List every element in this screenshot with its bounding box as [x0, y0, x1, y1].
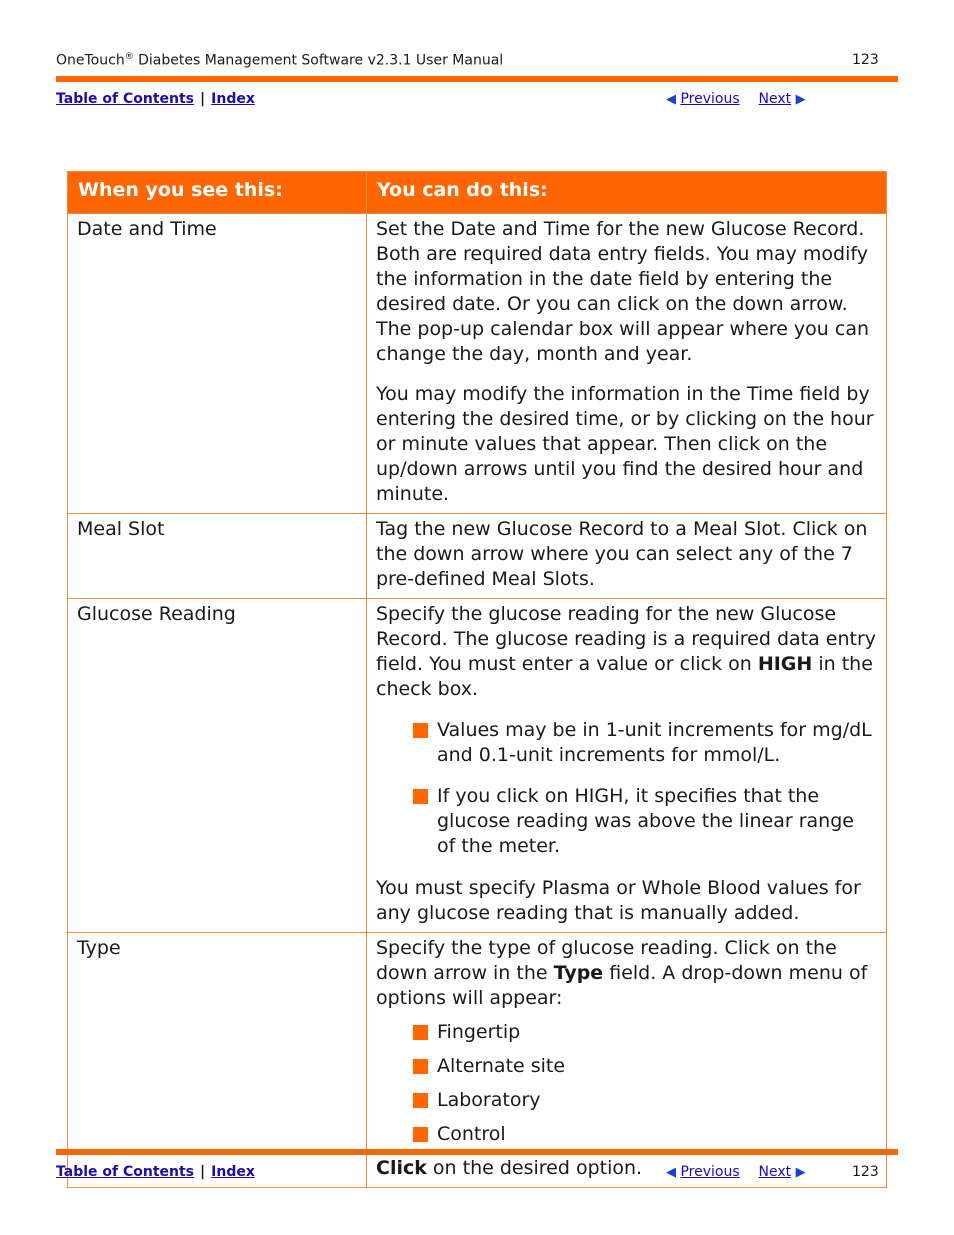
column-header: When you see this: — [68, 172, 367, 214]
row-label: Glucose Reading — [68, 599, 367, 933]
list-item: Values may be in 1-unit increments for mg/dL and 0.1-unit increments for mmol/L. — [413, 718, 876, 768]
row-label: Meal Slot — [68, 514, 367, 599]
table-header-row — [68, 172, 887, 214]
list-item: Laboratory — [413, 1088, 876, 1113]
bottom-page-nav — [666, 1164, 806, 1180]
document-title: OneTouch® Diabetes Management Software v2.3.1 User Manual — [56, 52, 504, 69]
next-link[interactable]: Next — [758, 1164, 792, 1180]
footer-rule — [56, 1149, 898, 1155]
previous-arrow-icon[interactable]: ◀ — [666, 1165, 676, 1180]
previous-link[interactable]: Previous — [680, 91, 740, 107]
bullet-square-icon — [413, 1059, 428, 1074]
next-arrow-icon[interactable]: ▶ — [795, 1165, 806, 1180]
list-item: Fingertip — [413, 1020, 876, 1045]
bullet-square-icon — [413, 1127, 428, 1142]
row-label: Type — [68, 933, 367, 1188]
row-description: Set the Date and Time for the new Glucose Record. Both are required data entry fields. You may modify the information in the date field by entering the desired date. Or you can click on the down arrow. The pop-up calendar box will appear where you can change the day, month and year. You may modify the information in the Time field by entering the desired time, or by clicking on the hour or minute values that appear. Then click on the up/down arrows until you find the desired hour and minute. — [367, 214, 887, 514]
top-nav-links: Table of Contents | Index — [56, 91, 255, 107]
list-item: Alternate site — [413, 1054, 876, 1079]
column-header: You can do this: — [367, 172, 887, 214]
row-description: Tag the new Glucose Record to a Meal Slot. Click on the down arrow where you can select any of the 7 pre-defined Meal Slots. — [367, 514, 887, 599]
options-list — [376, 1020, 876, 1147]
previous-link[interactable]: Previous — [680, 1164, 740, 1180]
reference-table — [67, 171, 887, 1188]
row-description: Specify the type of glucose reading. Click on the down arrow in the Type field. A drop-down menu of options will appear: Fingertip Alternate site Laboratory Control Click on the desired option. — [367, 933, 887, 1188]
bullet-square-icon — [413, 1025, 428, 1040]
list-item: If you click on HIGH, it specifies that the glucose reading was above the linear range of the meter. — [413, 784, 876, 859]
list-item: Control — [413, 1122, 876, 1147]
bullet-square-icon — [413, 789, 428, 804]
table-row — [68, 214, 887, 514]
next-arrow-icon[interactable]: ▶ — [795, 92, 806, 107]
toc-link[interactable]: Table of Contents — [56, 91, 195, 107]
bullet-square-icon — [413, 1093, 428, 1108]
row-description: Specify the glucose reading for the new Glucose Record. The glucose reading is a required data entry field. You must enter a value or click on HIGH in the check box. Values may be in 1-unit increments for mg/dL and 0.1-unit increments for mmol/L. If you click on HIGH, it specifies that the glucose reading was above the linear range of the meter. You must specify Plasma or Whole Blood values for any glucose reading that is manually added. — [367, 599, 887, 933]
bullet-list — [376, 718, 876, 859]
bottom-nav-links: Table of Contents | Index — [56, 1164, 255, 1180]
index-link[interactable]: Index — [211, 1164, 255, 1180]
bullet-square-icon — [413, 723, 428, 738]
header-rule — [56, 76, 898, 82]
page-number: 123 — [852, 52, 879, 68]
table-row — [68, 599, 887, 933]
row-label: Date and Time — [68, 214, 367, 514]
table-row — [68, 514, 887, 599]
toc-link[interactable]: Table of Contents — [56, 1164, 195, 1180]
index-link[interactable]: Index — [211, 91, 255, 107]
page-number: 123 — [852, 1164, 879, 1180]
next-link[interactable]: Next — [758, 91, 792, 107]
previous-arrow-icon[interactable]: ◀ — [666, 92, 676, 107]
top-page-nav — [666, 91, 806, 107]
